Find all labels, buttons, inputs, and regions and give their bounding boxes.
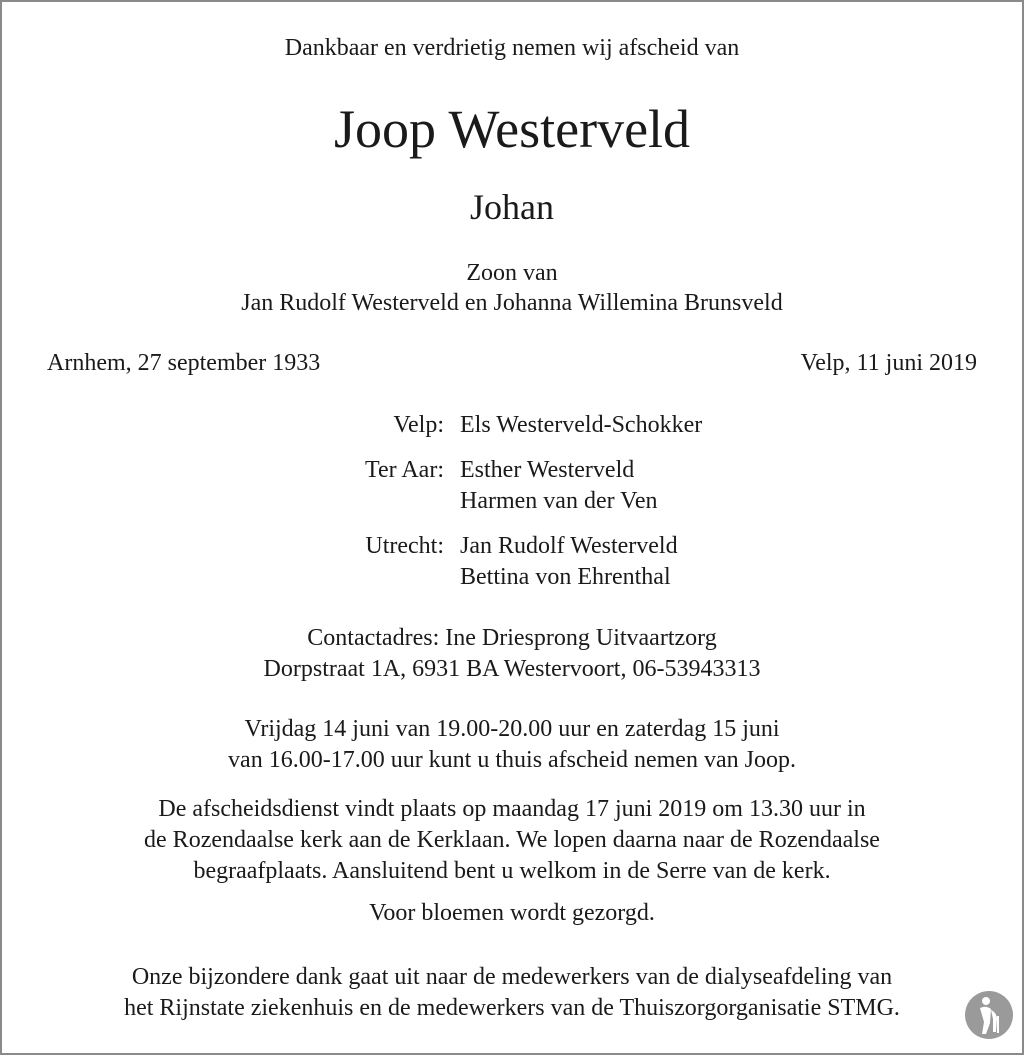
- parents-line-2: Jan Rudolf Westerveld en Johanna Willemina Brunsveld: [241, 290, 783, 316]
- family-member: Els Westerveld-Schokker: [460, 412, 703, 438]
- family-list: [0, 410, 1024, 607]
- contact-line-1: Contactadres: Ine Driesprong Uitvaartzorg: [307, 625, 717, 651]
- thanks-line-2: het Rijnstate ziekenhuis en de medewerkers van de Thuiszorgorganisatie STMG.: [124, 995, 900, 1021]
- family-group: [0, 455, 1024, 517]
- family-member: Jan Rudolf Westerveld: [460, 533, 678, 559]
- family-group: [0, 410, 1024, 441]
- service-line-1: De afscheidsdienst vindt plaats op maandag 17 juni 2019 om 13.30 uur in: [158, 796, 866, 822]
- parents-block: [0, 258, 1024, 318]
- visit-line-1: Vrijdag 14 juni van 19.00-20.00 uur en zaterdag 15 juni: [244, 716, 780, 742]
- service-line-2: de Rozendaalse kerk aan de Kerklaan. We lopen daarna naar de Rozendaalse: [144, 827, 880, 853]
- family-group: [0, 531, 1024, 593]
- family-member: Esther Westerveld: [460, 457, 635, 483]
- given-name: Johan: [470, 187, 554, 227]
- family-member: Harmen van der Ven: [460, 488, 658, 514]
- contact-line-2: Dorpstraat 1A, 6931 BA Westervoort, 06-53943313: [263, 656, 761, 682]
- thanks-line-1: Onze bijzondere dank gaat uit naar de medewerkers van de dialyseafdeling van: [131, 964, 893, 990]
- service-line-3: begraafplaats. Aansluitend bent u welkom in de Serre van de kerk.: [193, 858, 831, 884]
- parents-line-1: Zoon van: [466, 260, 558, 286]
- flowers-note: Voor bloemen wordt gezorgd.: [369, 900, 655, 926]
- family-member: Bettina von Ehrenthal: [460, 564, 671, 590]
- thanks-block: [0, 962, 1024, 1024]
- deceased-name: Joop Westerveld: [333, 99, 691, 159]
- visit-block: [0, 714, 1024, 776]
- family-place: Ter Aar:: [365, 457, 444, 483]
- dates-row: [47, 348, 977, 380]
- family-place: Velp:: [393, 412, 444, 438]
- contact-block: [0, 623, 1024, 685]
- family-place: Utrecht:: [365, 533, 444, 559]
- birth-date: Arnhem, 27 september 1933: [47, 350, 321, 376]
- service-block: [0, 794, 1024, 887]
- publisher-logo-icon: [964, 990, 1014, 1040]
- visit-line-2: van 16.00-17.00 uur kunt u thuis afscheid nemen van Joop.: [228, 747, 796, 773]
- intro-text: Dankbaar en verdrietig nemen wij afscheid van: [284, 35, 740, 61]
- death-date: Velp, 11 juni 2019: [800, 350, 977, 376]
